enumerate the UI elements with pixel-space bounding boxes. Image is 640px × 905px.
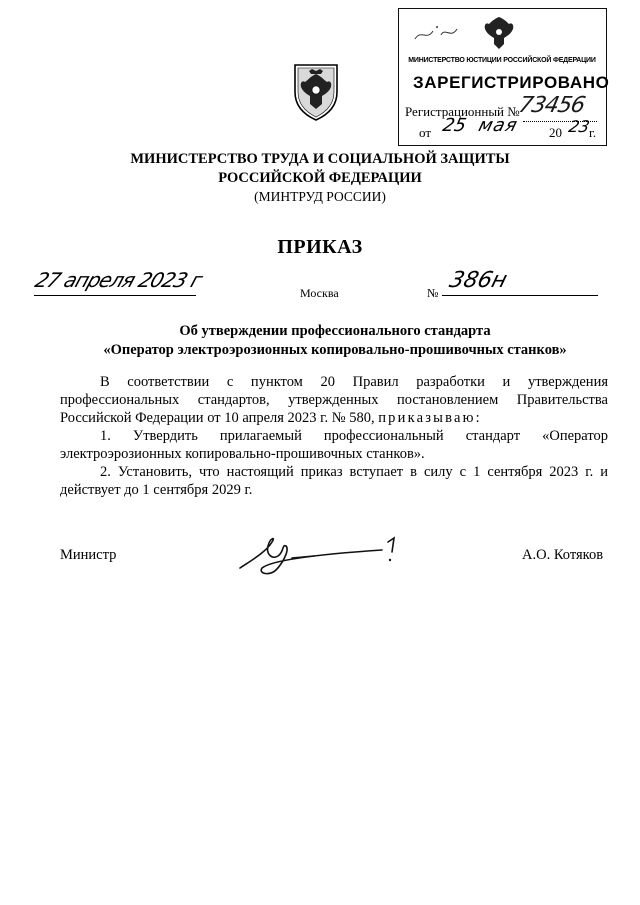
date-underline [34, 295, 196, 296]
stamp-date-day: 25 [440, 115, 469, 136]
stamp-emblem-icon [481, 13, 517, 53]
stamp-ministry-text: МИНИСТЕРСТВО ЮСТИЦИИ РОССИЙСКОЙ ФЕДЕРАЦИИ [408, 57, 596, 64]
stamp-registered-label: ЗАРЕГИСТРИРОВАНО [413, 73, 610, 92]
minister-title: Министр [60, 547, 117, 563]
paragraph-item-2: 2. Установить, что настоящий приказ вступает в силу с 1 сентября 2023 г. и действует до 1 сентября 2029 г. [60, 464, 608, 498]
stamp-date-suffix: г. [589, 125, 597, 140]
ministry-header [80, 150, 560, 206]
handwritten-signature [232, 530, 412, 580]
number-underline [442, 295, 598, 296]
subject-line1: Об утверждении профессионального стандарта [179, 323, 491, 339]
ministry-name-line2: РОССИЙСКОЙ ФЕДЕРАЦИИ [218, 170, 422, 186]
stamp-date-prefix: от [419, 125, 432, 140]
preamble-text: В соответствии с пунктом 20 Правил разработки и утверждения профессиональных стандартов, утвержденных постановлением Правительства Российской Федерации от 10 апреля 2023 г. № 580, [60, 374, 608, 426]
city-label: Москва [300, 286, 339, 300]
minister-name: А.О. Котяков [522, 547, 604, 563]
paragraph-preamble [60, 373, 608, 427]
ministry-short-name: (МИНТРУД РОССИИ) [254, 189, 386, 204]
stamp-scribble-mark [411, 21, 471, 47]
registration-stamp [398, 8, 610, 146]
handwritten-date: 27 апреля 2023 г [32, 268, 205, 292]
number-sign: № [427, 286, 439, 300]
document-subject [60, 322, 610, 360]
paragraph-item-1: 1. Утвердить прилагаемый профессиональный стандарт «Оператор электроэрозионных копировально-прошивочных станков». [60, 428, 608, 462]
preamble-order-word: приказываю: [378, 410, 482, 426]
coat-of-arms-emblem [291, 62, 341, 122]
document-title: ПРИКАЗ [277, 236, 363, 258]
handwritten-order-number: 386н [446, 268, 510, 293]
stamp-regnum-label: Регистрационный № [405, 104, 520, 119]
stamp-date-year-hand: 23 [566, 117, 592, 136]
ministry-name-line1: МИНИСТЕРСТВО ТРУДА И СОЦИАЛЬНОЙ ЗАЩИТЫ [130, 151, 510, 167]
stamp-regnum-value: 73456 [516, 93, 587, 118]
stamp-date-year-prefix: 20 [549, 125, 562, 140]
subject-line2: «Оператор электроэрозионных копировально-прошивочных станков» [103, 342, 567, 358]
stamp-date-month: мая [476, 115, 521, 136]
